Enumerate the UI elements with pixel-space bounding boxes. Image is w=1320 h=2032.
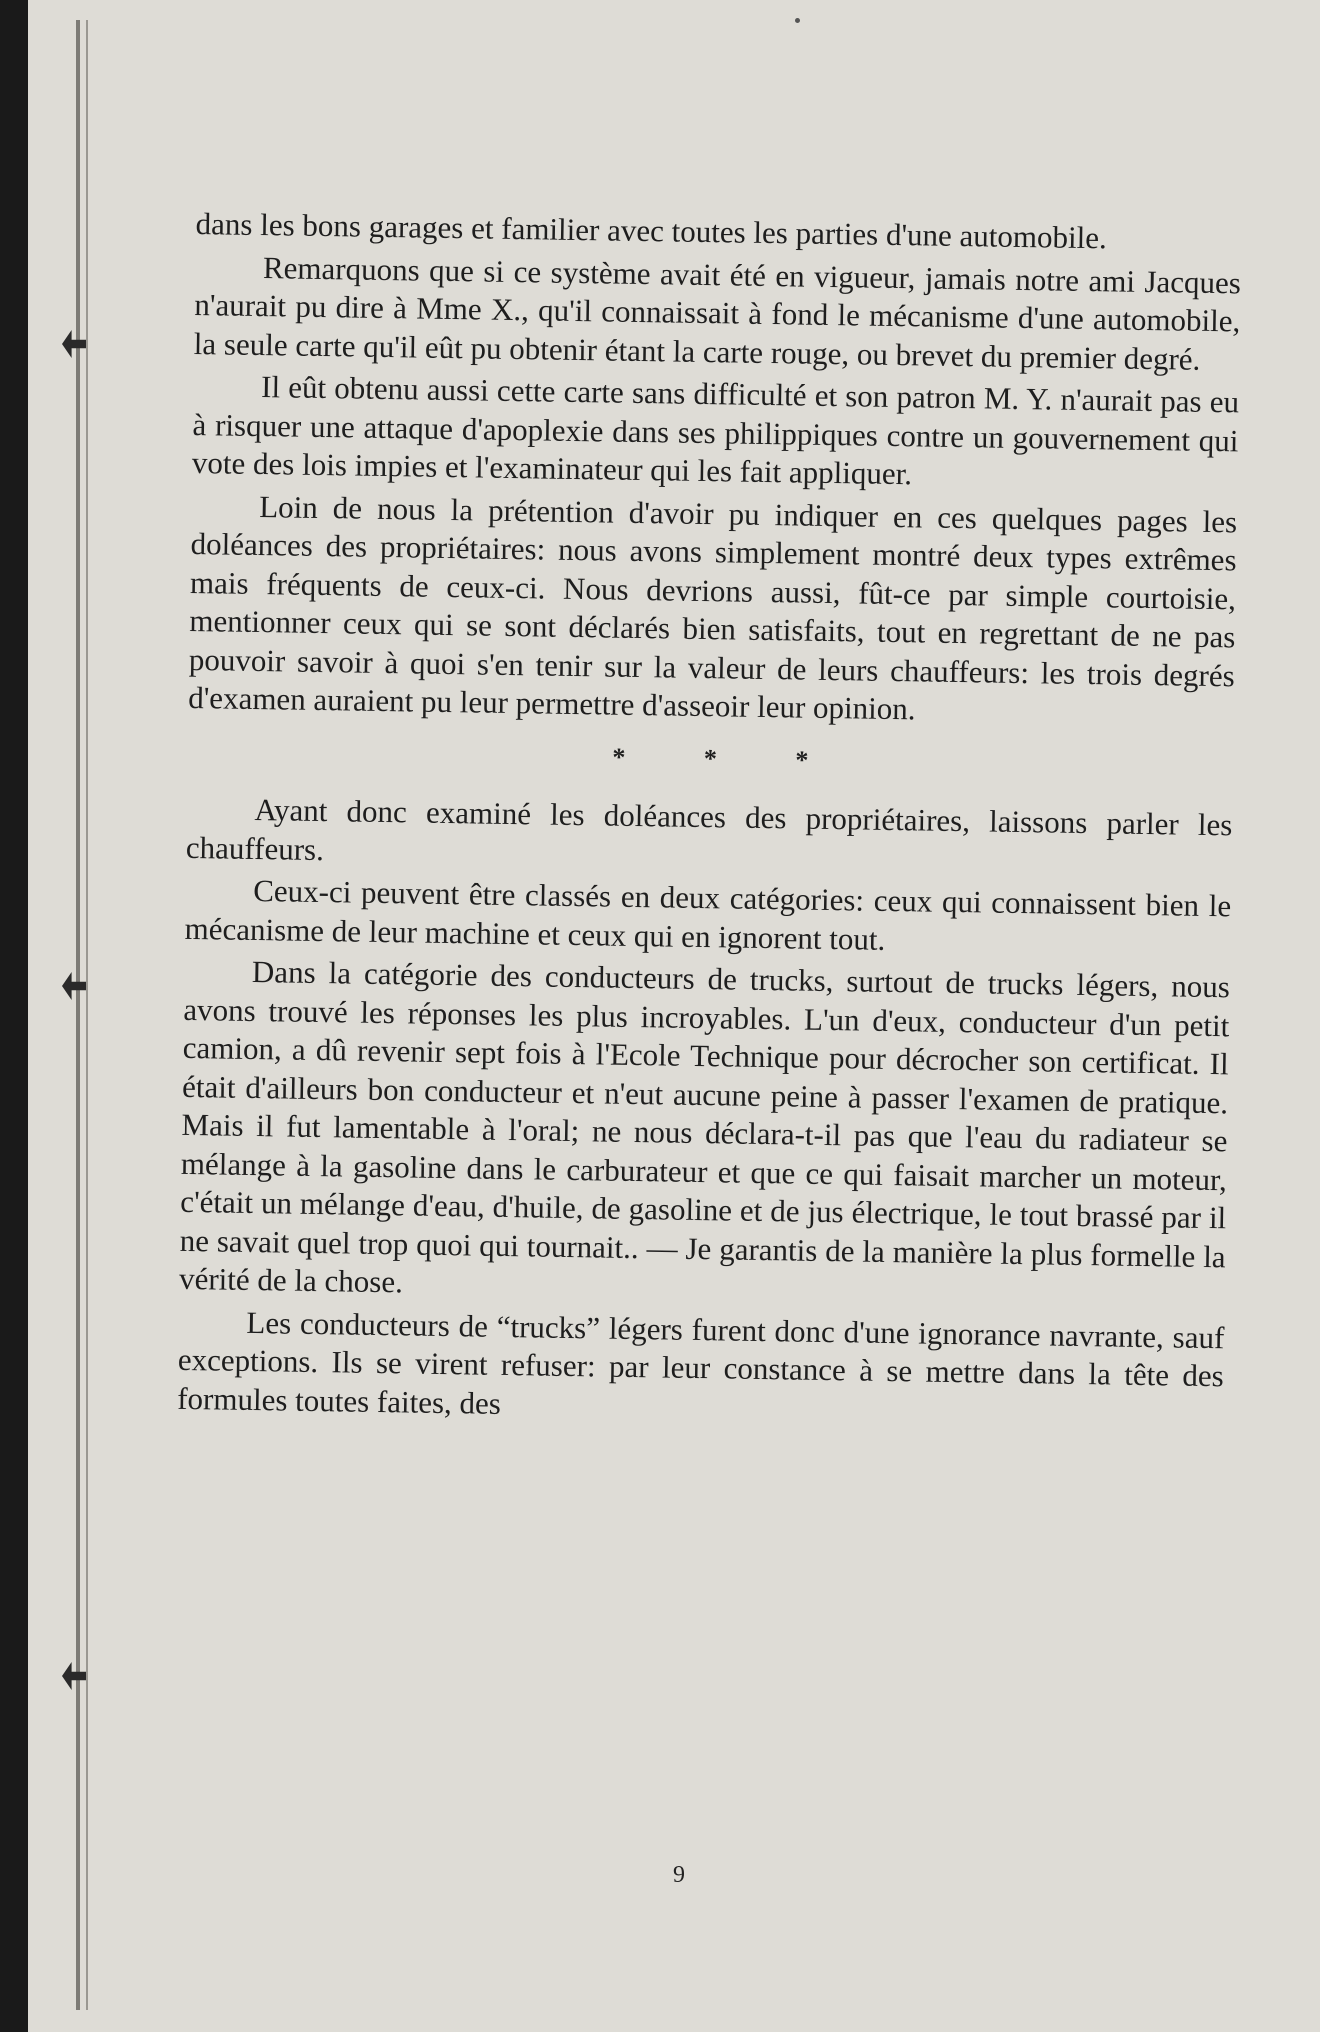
paragraph: Loin de nous la prétention d'avoir pu indiquer en ces quelques pages les doléances des propriétaires: nous avons simplement montré deux types extrêmes mais fréquents de ceux-ci. Nous devrions aussi, fût-ce par simple courtoisie, mentionner ceux qui se sont déclarés bien satisfaits, tout en regrettant de ne pas pouvoir savoir à quoi s'en tenir sur la valeur de leurs chauffeurs: les trois degrés d'examen auraient pu leur permettre d'asseoir leur opinion. [187,488,1238,727]
paragraph: Dans la catégorie des conducteurs de trucks, surtout de trucks légers, nous avons trouvé les réponses les plus incroyables. L'un d'eux, conducteur d'un petit camion, a dû revenir sept fois à l'Ecole Technique pour décrocher son certificat. Il était d'ailleurs bon conducteur et n'eut aucune peine à passer l'examen de pratique. Mais il fut lamentable à l'oral; ne nous déclara-t-il pas que l'eau du radiateur se mélange à la gasoline dans le carburateur et que ce qui faisait marcher un moteur, c'était un mélange d'eau, d'huile, de gasoline et de jus électrique, le tout brassé par il ne savait quel trop quoi qui tournait.. — Je garantis de la manière la plus formelle la vérité de la chose. [178,953,1231,1300]
book-page [28,0,1320,2032]
paragraph: Les conducteurs de “trucks” légers furent donc d'une ignorance navrante, sauf exceptions. Ils se virent refuser: par leur constance à se mettre dans la tête des formules toutes faites, des [176,1304,1225,1421]
ink-speck [795,18,800,23]
paragraph: Il eût obtenu aussi cette carte sans difficulté et son patron M. Y. n'aurait pas eu à risquer une attaque d'apoplexie dans ses philippiques contre un gouvernement qui vote des lois impies et l'examinateur qui les fait appliquer. [191,369,1240,492]
paragraph: dans les bons garages et familier avec toutes les parties d'une automobile. [195,205,1108,256]
binding-stitch [62,972,86,1000]
paragraph: Ceux-ci peuvent être classés en deux catégories: ceux qui connaissent bien le mécanisme de leur machine et ceux qui en ignorent tout. [184,872,1232,957]
binding-edge [76,20,80,2010]
binding-edge-inner [86,20,88,2010]
body-text [177,205,1242,1434]
paragraph: Remarquons que si ce système avait été en vigueur, jamais notre ami Jacques n'aurait pu dire à Mme X., qu'il connaissait à fond le mécanisme d'une automobile, la seule carte qu'il eût pu obtenir étant la carte rouge, ou brevet du premier degré. [193,249,1242,377]
paragraph: Ayant donc examiné les doléances des propriétaires, laissons parler les chauffeurs. [185,791,1233,867]
section-separator: * * * [612,742,845,775]
binding-stitch [62,1662,86,1690]
page-number: 9 [673,1862,685,1888]
binding-stitch [62,330,86,358]
